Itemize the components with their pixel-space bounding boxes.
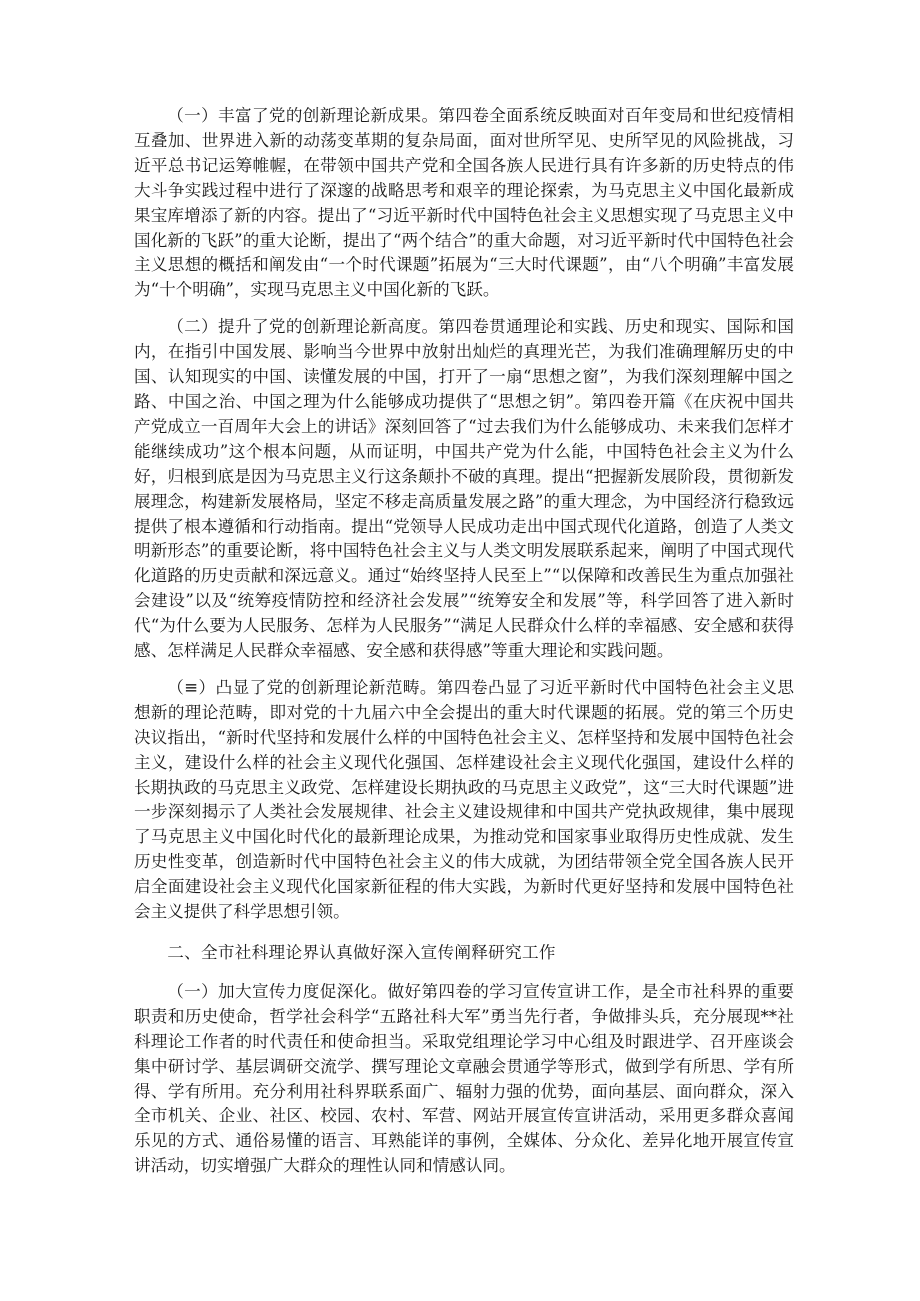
paragraph-section-2-item-1: （一）加大宣传力度促深化。做好第四卷的学习宣传宣讲工作，是全市社科界的重要职责和历史使命，哲学社会科学“五路社科大军”勇当先行者，争做排头兵，充分展现**社科理论工作者的时代责任和使命担当。采取党组理论学习中心组及时跟进学、召开座谈会集中研讨学、基层调研交流学、撰写理论文章融会贯通学等形式，做到学有所思、学有所得、学有所用。充分利用社科界联系面广、辐射力强的优势，面向基层、面向群众，深入全市机关、企业、社区、校园、农村、军营、网站开展宣传宣讲活动，采用更多群众喜闻乐见的方式、通俗易懂的语言、耳熟能详的事例，全媒体、分众化、差异化地开展宣传宣讲活动，切实增强广大群众的理性认同和情感认同。: [134, 981, 794, 1176]
document-page: [134, 104, 794, 1179]
section-2-heading: 二、全市社科理论界认真做好深入宣传阐释研究工作: [167, 943, 556, 962]
paragraph-section-1-item-2: （二）提升了党的创新理论新高度。第四卷贯通理论和实践、历史和现实、国际和国内，在指引中国发展、影响当今世界中放射出灿烂的真理光芒，为我们准确理解历史的中国、认知现实的中国、读懂发展的中国，打开了一扇“思想之窗”，为我们深刻理解中国之路、中国之治、中国之理为什么能够成功提供了“思想之钥”。第四卷开篇《在庆祝中国共产党成立一百周年大会上的讲话》深刻回答了“过去我们为什么能够成功、未来我们怎样才能继续成功”这个根本问题，从而证明，中国共产党为什么能，中国特色社会主义为什么好，归根到底是因为马克思主义行这条颠扑不破的真理。提出“把握新发展阶段，贯彻新发展理念，构建新发展格局，坚定不移走高质量发展之路”的重大理念，为中国经济行稳致远提供了根本遵循和行动指南。提出“党领导人民成功走出中国式现代化道路，创造了人类文明新形态”的重要论断，将中国特色社会主义与人类文明发展联系起来，阐明了中国式现代化道路的历史贡献和深远意义。通过“始终坚持人民至上”“以保障和改善民生为重点加强社会建设”以及“统筹疫情防控和经济社会发展”“统筹安全和发展”等，科学回答了进入新时代“为什么要为人民服务、怎样为人民服务”“满足人民群众什么样的幸福感、安全感和获得感、怎样满足人民群众幸福感、安全感和获得感”等重大理论和实践问题。: [134, 317, 794, 661]
paragraph-section-1-item-3: （≡）凸显了党的创新理论新范畴。第四卷凸显了习近平新时代中国特色社会主义思想新的理论范畴，即对党的十九届六中全会提出的重大时代课题的拓展。党的第三个历史决议指出，“新时代坚持和发展什么样的中国特色社会主义、怎样坚持和发展中国特色社会主义，建设什么样的社会主义现代化强国、怎样建设社会主义现代化强国，建设什么样的长期执政的马克思主义政党、怎样建设长期执政的马克思主义政党”，这“三大时代课题”进一步深刻揭示了人类社会发展规律、社会主义建设规律和中国共产党执政规律，集中展现了马克思主义中国化时代化的最新理论成果，为推动党和国家事业取得历史性成就、发生历史性变革，创造新时代中国特色社会主义的伟大成就，为团结带领全党全国各族人民开启全面建设社会主义现代化国家新征程的伟大实践，为新时代更好坚持和发展中国特色社会主义提供了科学思想引领。: [134, 677, 794, 922]
paragraph-section-1-item-1: （一）丰富了党的创新理论新成果。第四卷全面系统反映面对百年变局和世纪疫情相互叠加、世界进入新的动荡变革期的复杂局面，面对世所罕见、史所罕见的风险挑战，习近平总书记运筹帷幄，在带领中国共产党和全国各族人民进行具有许多新的历史特点的伟大斗争实践过程中进行了深邃的战略思考和艰辛的理论探索，为马克思主义中国化最新成果宝库增添了新的内容。提出了“习近平新时代中国特色社会主义思想实现了马克思主义中国化新的飞跃”的重大论断，提出了“两个结合”的重大命题，对习近平新时代中国特色社会主义思想的概括和阐发由“一个时代课题”拓展为“三大时代课题”，由“八个明确”丰富发展为“十个明确”，实现马克思主义中国化新的飞跃。: [134, 106, 794, 300]
